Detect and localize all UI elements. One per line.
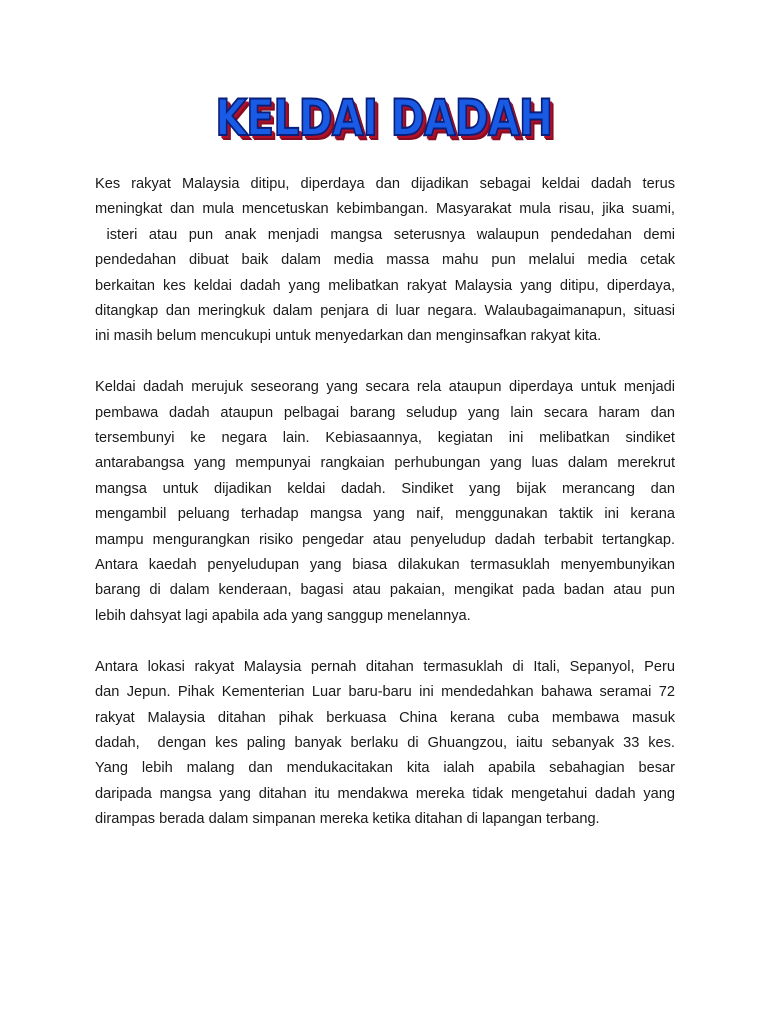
paragraph-3 <box>95 655 675 833</box>
text-line: pendedahan dibuat baik dalam media massa mahu pun melalui media cetak <box>95 252 675 269</box>
text-line: Yang lebih malang dan mendukacitakan kita ialah apabila sebahagian besar <box>95 760 675 777</box>
text-line: tersembunyi ke negara lain. Kebiasaannya, kegiatan ini melibatkan sindiket <box>95 430 675 447</box>
text-line: mampu mengurangkan risiko pengedar atau penyeludup dadah terbabit tertangkap. <box>95 531 675 548</box>
text-line: barang di dalam kenderaan, bagasi atau pakaian, mengikat pada badan atau pun <box>95 582 675 599</box>
document-body <box>95 172 675 858</box>
text-line: Kes rakyat Malaysia ditipu, diperdaya dan dijadikan sebagai keldai dadah terus <box>95 176 675 192</box>
text-line: dirampas berada dalam simpanan mereka ketika ditahan di lapangan terbang. <box>95 811 600 828</box>
text-line: meningkat dan mula mencetuskan kebimbangan. Masyarakat mula risau, jika suami, <box>95 201 675 218</box>
text-line: Keldai dadah merujuk seseorang yang secara rela ataupun diperdaya untuk menjadi <box>95 379 675 396</box>
document-title: KELDAI DADAH <box>215 89 553 147</box>
text-line: Antara lokasi rakyat Malaysia pernah ditahan termasuklah di Itali, Sepanyol, Peru <box>95 658 675 675</box>
text-line: mangsa untuk dijadikan keldai dadah. Sindiket yang bijak merancang dan <box>95 480 675 497</box>
text-line: mengambil peluang terhadap mangsa yang naif, menggunakan taktik ini kerana <box>95 506 675 523</box>
text-line: rakyat Malaysia ditahan pihak berkuasa China kerana cuba membawa masuk <box>95 709 675 726</box>
paragraph-1 <box>95 172 675 350</box>
paragraph-2 <box>95 375 675 629</box>
text-line: pembawa dadah ataupun pelbagai barang seludup yang lain secara haram dan <box>95 404 675 421</box>
text-line: isteri atau pun anak menjadi mangsa seterusnya walaupun pendedahan demi <box>95 226 675 243</box>
text-line: dan Jepun. Pihak Kementerian Luar baru-baru ini mendedahkan bahawa seramai 72 <box>95 684 675 701</box>
text-line: Antara kaedah penyeludupan yang biasa dilakukan termasuklah menyembunyikan <box>95 557 675 574</box>
text-line: berkaitan kes keldai dadah yang melibatkan rakyat Malaysia yang ditipu, diperdaya, <box>95 277 675 294</box>
text-line: antarabangsa yang mempunyai rangkaian perhubungan yang luas dalam merekrut <box>95 455 675 472</box>
text-line: daripada mangsa yang ditahan itu mendakwa mereka tidak mengetahui dadah yang <box>95 785 675 802</box>
text-line: ditangkap dan meringkuk dalam penjara di luar negara. Walaubagaimanapun, situasi <box>95 303 675 320</box>
text-line: dadah, dengan kes paling banyak berlaku di Ghuangzou, iaitu sebanyak 33 kes. <box>95 734 675 751</box>
text-line: ini masih belum mencukupi untuk menyedarkan dan menginsafkan rakyat kita. <box>95 328 602 345</box>
text-line: lebih dahsyat lagi apabila ada yang sanggup menelannya. <box>95 607 471 624</box>
